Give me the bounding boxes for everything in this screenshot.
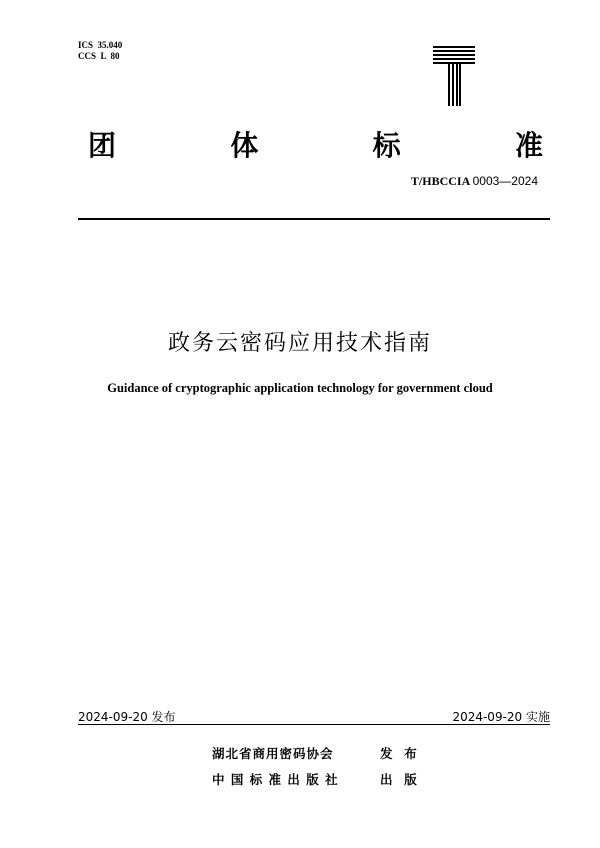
document-title-en: Guidance of cryptographic application technology for government cloud	[107, 381, 493, 395]
implementation-date: 2024-09-20 实施	[452, 710, 550, 724]
standard-type-char: 团	[88, 129, 117, 162]
publisher-org: 湖北省商用密码协会	[212, 746, 334, 761]
publisher-block	[212, 740, 418, 792]
logo-t-icon	[433, 46, 475, 106]
publisher-org: 中 国 标 准 出 版 社	[212, 772, 339, 787]
document-title-cn: 政务云密码应用技术指南	[167, 331, 432, 356]
publisher-row	[212, 740, 418, 766]
publisher-role: 出 版	[380, 772, 418, 787]
standard-type-char: 准	[514, 129, 543, 162]
footer-divider	[78, 724, 550, 725]
standard-type-title	[88, 128, 543, 164]
publisher-row	[212, 766, 418, 792]
ics-code: ICS 35.040	[78, 40, 123, 50]
standard-code-prefix: T/HBCCIA	[410, 174, 473, 188]
standard-type-char: 标	[372, 129, 401, 162]
standard-code	[411, 174, 538, 189]
ccs-code: CCS L 80	[78, 51, 120, 61]
classification-codes	[78, 40, 122, 62]
standard-type-char: 体	[230, 129, 259, 162]
header-divider	[78, 218, 550, 220]
group-standard-logo	[433, 46, 475, 106]
publisher-role: 发 布	[380, 746, 418, 761]
issue-date: 2024-09-20 发布	[78, 710, 176, 724]
standard-code-number: 0003—2024	[472, 174, 538, 188]
